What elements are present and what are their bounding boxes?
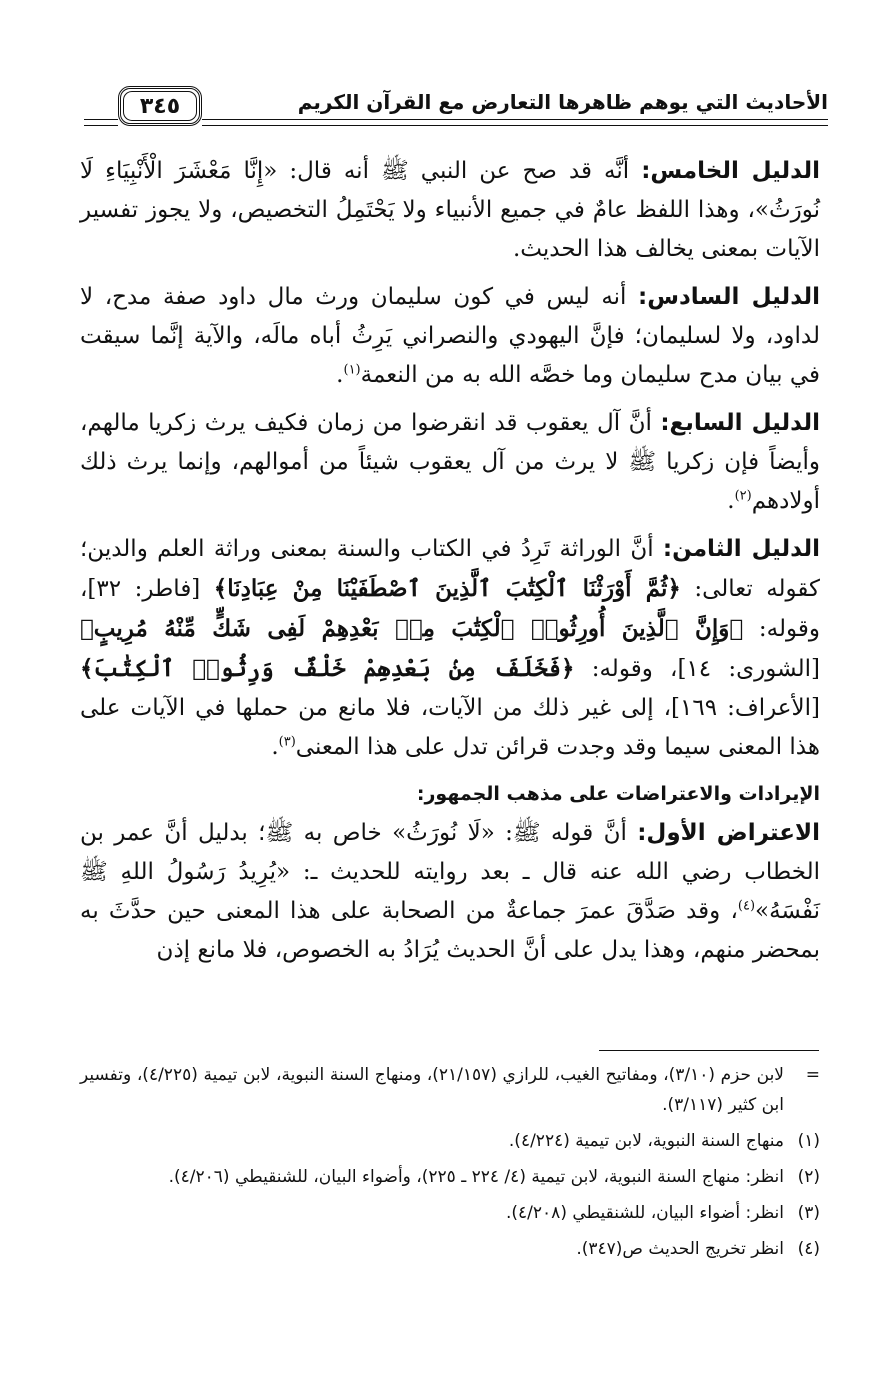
paragraph-label: الدليل السادس: bbox=[638, 284, 820, 310]
evidence-paragraph bbox=[80, 278, 820, 395]
section-heading: الإيرادات والاعتراضات على مذهب الجمهور: bbox=[416, 783, 820, 805]
running-title: الأحاديث التي يوهم ظاهرها التعارض مع القرآن الكريم bbox=[297, 90, 828, 114]
text-run: أنَّ الوراثة تَرِدُ في الكتاب والسنة بمعنى وراثة العلم والدين؛ كقوله تعالى: bbox=[80, 536, 821, 602]
footnote bbox=[80, 1198, 820, 1228]
footnote-marker: (١) bbox=[797, 1131, 820, 1151]
footnote-marker: = bbox=[805, 1065, 820, 1085]
text-run: . bbox=[727, 488, 735, 514]
text-run: [الأعراف: ١٦٩]، إلى غير ذلك من الآيات، فلا مانع من حملها في الآيات على هذا المعنى سيما وقد وجدت قرائن تدل على هذا المعنى bbox=[80, 695, 821, 760]
text-run: أنه ليس في كون سليمان ورث مال داود صفة مدح، لا لداود، ولا لسليمان؛ فإنَّ اليهودي والنصراني يَرِثُ أباه مالَه، والآية إنَّما سيقت في بيان مدح سليمان وما خصَّه الله به من النعمة bbox=[80, 284, 820, 388]
footnote-ref: (٣) bbox=[278, 734, 296, 750]
footnote-text: انظر تخريج الحديث ص(٣٤٧). bbox=[576, 1239, 784, 1259]
footnote-separator bbox=[599, 1050, 819, 1051]
footnote-marker: (٣) bbox=[797, 1203, 820, 1223]
footnote bbox=[80, 1162, 820, 1192]
header-rule bbox=[84, 119, 118, 120]
text-run: أنَّ آل يعقوب قد انقرضوا من زمان فكيف يرث زكريا مالهم، وأيضاً فإن زكريا ﷺ لا يرث من آل يعقوب شيئاً من أموالهم، وإنما يرث ذلك أولادهم bbox=[80, 410, 820, 514]
page-number: ٣٤٥ bbox=[123, 91, 197, 121]
evidence-paragraph bbox=[80, 152, 820, 269]
main-text bbox=[80, 152, 820, 979]
paragraph-label: الدليل السابع: bbox=[660, 410, 820, 436]
quran-verse: ﴿ثُمَّ أَوْرَثْنَا ٱلْكِتَٰبَ ٱلَّذِينَ ٱصْطَفَيْنَا مِنْ عِبَادِنَا﴾ bbox=[213, 575, 681, 602]
text-run: . bbox=[336, 362, 344, 388]
footnote bbox=[80, 1234, 820, 1264]
header-rule bbox=[84, 125, 118, 126]
footnote bbox=[80, 1060, 820, 1120]
header-rule bbox=[202, 119, 828, 120]
evidence-paragraph bbox=[80, 530, 820, 767]
footnote-text: منهاج السنة النبوية، لابن تيمية (٤/٢٢٤). bbox=[508, 1131, 784, 1151]
footnote-marker: (٢) bbox=[797, 1167, 820, 1187]
footnote-text: انظر: أضواء البيان، للشنقيطي (٤/٢٠٨). bbox=[506, 1203, 784, 1223]
evidence-paragraph bbox=[80, 404, 820, 521]
text-run: [فاطر: ٣٢]، وقوله: bbox=[80, 576, 820, 642]
header-rule bbox=[202, 125, 828, 126]
text-run: [الشورى: ١٤]، وقوله: bbox=[574, 656, 820, 682]
objection-paragraph bbox=[80, 814, 820, 970]
quran-verse: ﴿فَخَلَفَ مِنۢ بَعْدِهِمْ خَلْفٌ وَرِثُوا۟ ٱلْكِتَٰبَ﴾ bbox=[80, 655, 575, 682]
paragraph-label: الدليل الثامن: bbox=[662, 536, 820, 562]
text-run: ، وقد صَدَّقَ عمرَ جماعةٌ من الصحابة على هذا المعنى حين حدَّثَ به بمحضر منهم، وهذا يدل على أنَّ الحديث يُرَادُ به الخصوص، فلا مانع إذن bbox=[80, 898, 820, 963]
footnote-text: انظر: منهاج السنة النبوية، لابن تيمية (٤/ ٢٢٤ ـ ٢٢٥)، وأضواء البيان، للشنقيطي (٤/٢٠٦). bbox=[168, 1167, 784, 1187]
footnote-text: لابن حزم (٣/١٠)، ومفاتيح الغيب، للرازي (٢١/١٥٧)، ومنهاج السنة النبوية، لابن تيمية (٤/٢٢٥)، وتفسير ابن كثير (٣/١١٧). bbox=[80, 1065, 784, 1115]
footnote bbox=[80, 1126, 820, 1156]
page-header bbox=[84, 86, 828, 134]
quran-verse: ﴿وَإِنَّ ٱلَّذِينَ أُورِثُوا۟ ٱلْكِتَٰبَ مِنۢ بَعْدِهِمْ لَفِى شَكٍّ مِّنْهُ مُرِيبٍ﴾ bbox=[80, 615, 744, 642]
footnote-marker: (٤) bbox=[797, 1239, 820, 1259]
page-number-frame bbox=[118, 86, 202, 126]
text-run: أنَّه قد صح عن النبي ﷺ أنه قال: «إِنَّا مَعْشَرَ الْأَنْبِيَاءِ لَا نُورَثُ»، وهذا اللفظ عامٌ في جميع الأنبياء ولا يَحْتَمِلُ التخصيص، ولا يجوز تفسير الآيات بمعنى يخالف هذا الحديث. bbox=[80, 158, 820, 262]
paragraph-label: الدليل الخامس: bbox=[641, 158, 820, 184]
text-run: . bbox=[271, 734, 279, 760]
footnote-ref: (٤) bbox=[737, 898, 756, 914]
footnotes bbox=[80, 1060, 820, 1270]
text-run: أنَّ قوله ﷺ: «لَا نُورَثُ» خاص به ﷺ؛ بدليل أنَّ عمر بن الخطاب رضي الله عنه قال ـ بعد روايته للحديث ـ: «يُرِيدُ رَسُولُ اللهِ ﷺ نَفْسَهُ» bbox=[80, 820, 820, 924]
footnote-ref: (٢) bbox=[734, 488, 752, 504]
objection-label: الاعتراض الأول: bbox=[637, 820, 820, 846]
footnote-ref: (١) bbox=[343, 362, 361, 378]
